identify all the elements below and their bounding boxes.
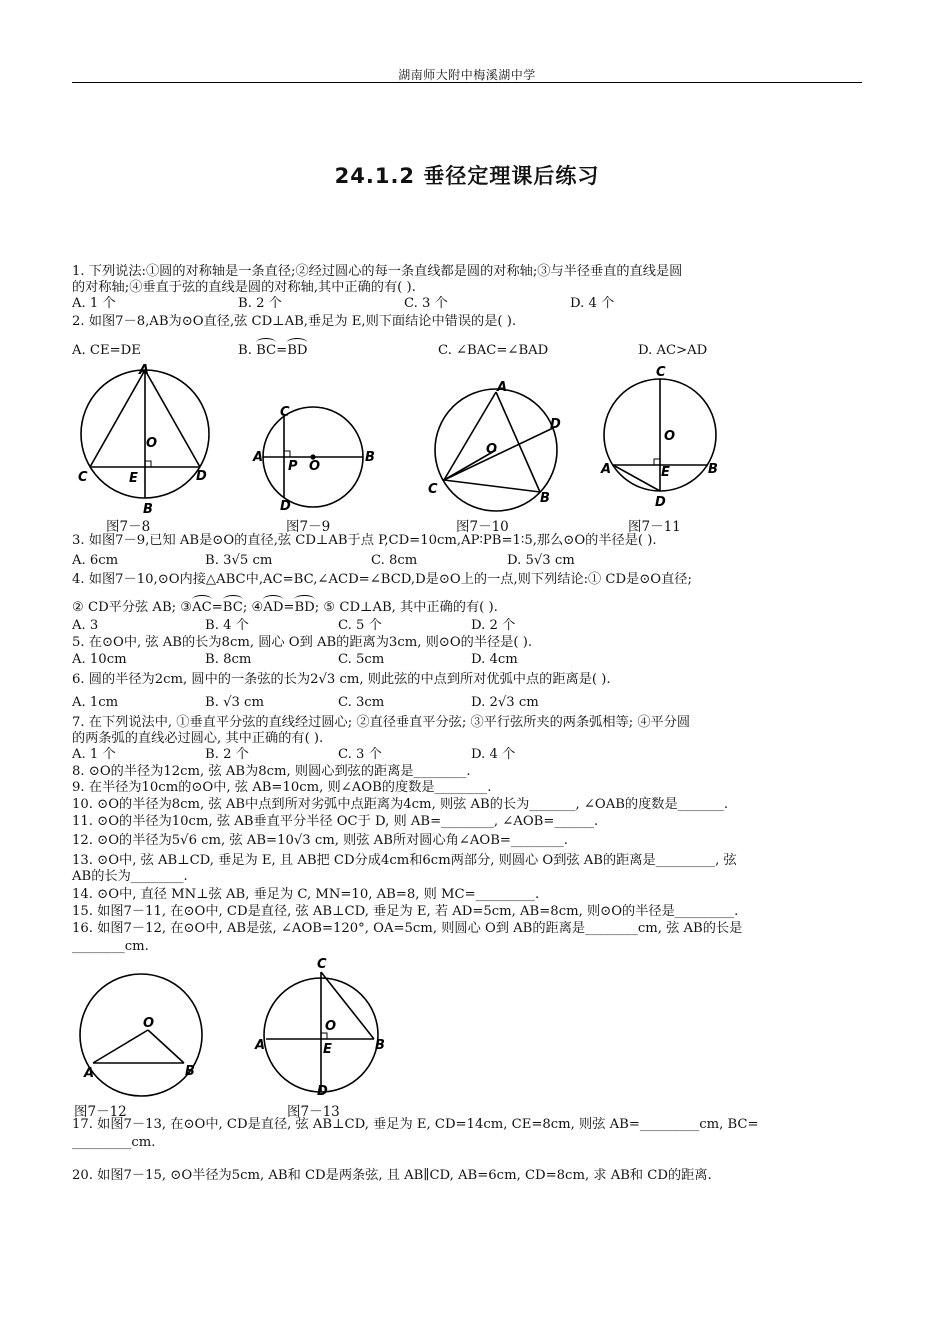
label-c: C [428, 482, 438, 497]
label-d: D [317, 1084, 328, 1099]
question-7-line-2: 的两条弧的直线必过圆心, 其中正确的有( ). [72, 731, 324, 746]
label-e: E [129, 471, 138, 486]
header-divider [72, 82, 862, 83]
option-c: C. 8cm [371, 553, 418, 568]
option-c: C. 3 个 [338, 747, 382, 762]
option-b: B. 2 个 [238, 296, 282, 311]
question-1-line-2: 的对称轴;④垂直于弦的直线是圆的对称轴,其中正确的有( ). [72, 280, 416, 295]
q4-part-1: ② CD平分弦 AB; ③ [72, 600, 193, 615]
question-7-options [72, 747, 515, 763]
question-12: 12. ⊙O的半径为5√6 cm, 弦 AB=10√3 cm, 则弦 AB所对圆心角∠AOB=________. [72, 833, 568, 848]
question-20: 20. 如图7－15, ⊙O半径为5cm, AB和 CD是两条弦, 且 AB∥CD, AB=6cm, CD=8cm, 求 AB和 CD的距离. [72, 1168, 712, 1183]
question-4-line-2 [72, 596, 864, 616]
label-d: D [550, 417, 561, 432]
question-4-options [72, 618, 515, 634]
q4-part-3: ; ⑤ CD⊥AB, 其中正确的有( ). [314, 600, 498, 615]
figure-7-13 [264, 972, 378, 1092]
question-16-line-2: ________cm. [72, 939, 149, 954]
question-5: 5. 在⊙O中, 弦 AB的长为8cm, 圆心 O到 AB的距离为3cm, 则⊙O的半径是( ). [72, 635, 533, 650]
label-a: A [84, 1066, 95, 1081]
label-b: B [143, 502, 153, 517]
question-5-options [72, 652, 518, 668]
option-d: D. 2√3 cm [471, 695, 539, 710]
option-a: A. 1 个 [72, 296, 116, 311]
option-c: C. 3 个 [404, 296, 448, 311]
option-b: B. 2 个 [205, 747, 249, 762]
label-c: C [656, 365, 666, 380]
label-a: A [253, 450, 264, 465]
caption-fig-7-12: 图7－12 [74, 1104, 127, 1120]
question-10: 10. ⊙O的半径为8cm, 弦 AB中点到所对劣弧中点距离为4cm, 则弦 AB的长为_______, ∠OAB的度数是_______. [72, 797, 729, 812]
option-b [238, 339, 438, 359]
figure-7-8 [81, 370, 209, 498]
school-header: 湖南师大附中梅溪湖中学 [398, 68, 536, 82]
label-a: A [497, 380, 508, 395]
figure-7-12 [80, 974, 202, 1096]
question-7-line-1: 7. 在下列说法中, ①垂直平分弦的直线经过圆心; ②直径垂直平分弦; ③平行弦所夹的两条弧相等; ④平分圆 [72, 715, 691, 730]
equals-sign: = [276, 343, 288, 358]
label-o: O [143, 1016, 155, 1031]
arc-bc: BC [223, 596, 243, 616]
option-b-prefix: B. [238, 343, 252, 358]
figure-7-10 [435, 389, 557, 511]
question-13-line-1: 13. ⊙O中, 弦 AB⊥CD, 垂足为 E, 且 AB把 CD分成4cm和6cm两部分, 则圆心 O到弦 AB的距离是_________, 弦 [72, 853, 737, 868]
label-a: A [255, 1038, 266, 1053]
label-a: A [601, 462, 612, 477]
label-d: D [655, 495, 666, 510]
question-2: 2. 如图7－8,AB为⊙O直径,弦 CD⊥AB,垂足为 E,则下面结论中错误的是( ). [72, 314, 517, 329]
label-d: D [280, 499, 291, 514]
arc-bd: BD [294, 596, 314, 616]
label-e: E [323, 1042, 332, 1057]
caption-fig-7-10: 图7－10 [456, 519, 509, 535]
question-8: 8. ⊙O的半径为12cm, 弦 AB为8cm, 则圆心到弦的距离是________. [72, 764, 471, 779]
caption-fig-7-8: 图7－8 [106, 519, 151, 535]
option-d: D. 4 个 [471, 747, 516, 762]
caption-fig-7-11: 图7－11 [628, 519, 681, 535]
label-a: A [139, 363, 150, 378]
question-9: 9. 在半径为10cm的⊙O中, 弦 AB=10cm, 则∠AOB的度数是________. [72, 780, 492, 795]
option-c: C. ∠BAC=∠BAD [438, 343, 549, 358]
arc-ad: AD [263, 596, 283, 616]
option-a: A. 6cm [72, 553, 119, 568]
option-a: A. 1 个 [72, 747, 116, 762]
question-4-line-1: 4. 如图7－10,⊙O内接△ABC中,AC=BC,∠ACD=∠BCD,D是⊙O上的一点,则下列结论:① CD是⊙O直径; [72, 572, 692, 587]
label-d: D [196, 469, 207, 484]
option-b: B. 4 个 [205, 618, 249, 633]
option-b: B. √3 cm [205, 695, 264, 710]
label-c: C [78, 470, 88, 485]
arc-bd: BD [287, 339, 307, 359]
equals-sign: = [283, 600, 295, 615]
question-1-options [72, 296, 614, 312]
label-b: B [540, 491, 550, 506]
question-6: 6. 圆的半径为2cm, 圆中的一条弦的长为2√3 cm, 则此弦的中点到所对优弧中点的距离是( ). [72, 672, 611, 687]
option-d: D. 2 个 [471, 618, 516, 633]
label-p: P [288, 459, 298, 474]
figure-7-11 [604, 379, 716, 491]
question-14: 14. ⊙O中, 直径 MN⊥弦 AB, 垂足为 C, MN=10, AB=8, 则 MC=_________. [72, 887, 540, 902]
option-b: B. 8cm [205, 652, 252, 667]
label-o: O [486, 442, 498, 457]
label-o: O [664, 429, 676, 444]
question-16-line-1: 16. 如图7－12, 在⊙O中, AB是弦, ∠AOB=120°, OA=5cm, 则圆心 O到 AB的距离是________cm, 弦 AB的长是 [72, 921, 743, 936]
arc-ac: AC [192, 596, 212, 616]
label-e: E [661, 465, 670, 480]
option-d: D. 4 个 [570, 296, 615, 311]
label-c: C [280, 405, 290, 420]
option-a: A. 1cm [72, 695, 119, 710]
question-11: 11. ⊙O的半径为10cm, 弦 AB垂直平分半径 OC于 D, 则 AB=________, ∠AOB=______. [72, 814, 599, 829]
question-3-options [72, 553, 575, 569]
label-b: B [185, 1064, 195, 1079]
label-b: B [375, 1038, 385, 1053]
question-6-options [72, 695, 539, 711]
label-o: O [146, 436, 158, 451]
q4-part-2: ; ④ [242, 600, 264, 615]
label-o: O [325, 1019, 337, 1034]
arc-bc: BC [256, 339, 276, 359]
label-b: B [708, 462, 718, 477]
question-3: 3. 如图7－9,已知 AB是⊙O的直径,弦 CD⊥AB于点 P,CD=10cm,AP∶PB=1∶5,那么⊙O的半径是( ). [72, 533, 657, 548]
option-c: C. 5cm [338, 652, 385, 667]
option-a: A. 10cm [72, 652, 127, 667]
option-b: B. 3√5 cm [205, 553, 273, 568]
question-15: 15. 如图7－11, 在⊙O中, CD是直径, 弦 AB⊥CD, 垂足为 E, 若 AD=5cm, AB=8cm, 则⊙O的半径是_________. [72, 904, 739, 919]
label-c: C [317, 957, 327, 972]
option-c: C. 3cm [338, 695, 385, 710]
question-13-line-2: AB的长为________. [72, 869, 188, 884]
option-d: D. AC>AD [638, 343, 708, 358]
question-2-options [72, 339, 707, 359]
option-a: A. CE=DE [72, 343, 141, 358]
question-1-line-1: 1. 下列说法:①圆的对称轴是一条直径;②经过圆心的每一条直线都是圆的对称轴;③与半径垂直的直线是圆 [72, 264, 683, 279]
option-c: C. 5 个 [338, 618, 382, 633]
label-o: O [309, 459, 321, 474]
option-d: D. 5√3 cm [507, 553, 575, 568]
option-d: D. 4cm [471, 652, 518, 667]
caption-fig-7-13: 图7－13 [287, 1104, 340, 1120]
caption-fig-7-9: 图7－9 [286, 519, 331, 535]
question-17-line-1: 17. 如图7－13, 在⊙O中, CD是直径, 弦 AB⊥CD, 垂足为 E, CD=14cm, CE=8cm, 则弦 AB=_________cm, BC= [72, 1117, 759, 1132]
option-a: A. 3 [72, 618, 99, 633]
page-title: 24.1.2 垂径定理课后练习 [334, 164, 600, 188]
label-b: B [365, 450, 375, 465]
figure-7-9 [263, 407, 363, 507]
equals-sign: = [211, 600, 223, 615]
question-17-line-2: _________cm. [72, 1135, 156, 1150]
